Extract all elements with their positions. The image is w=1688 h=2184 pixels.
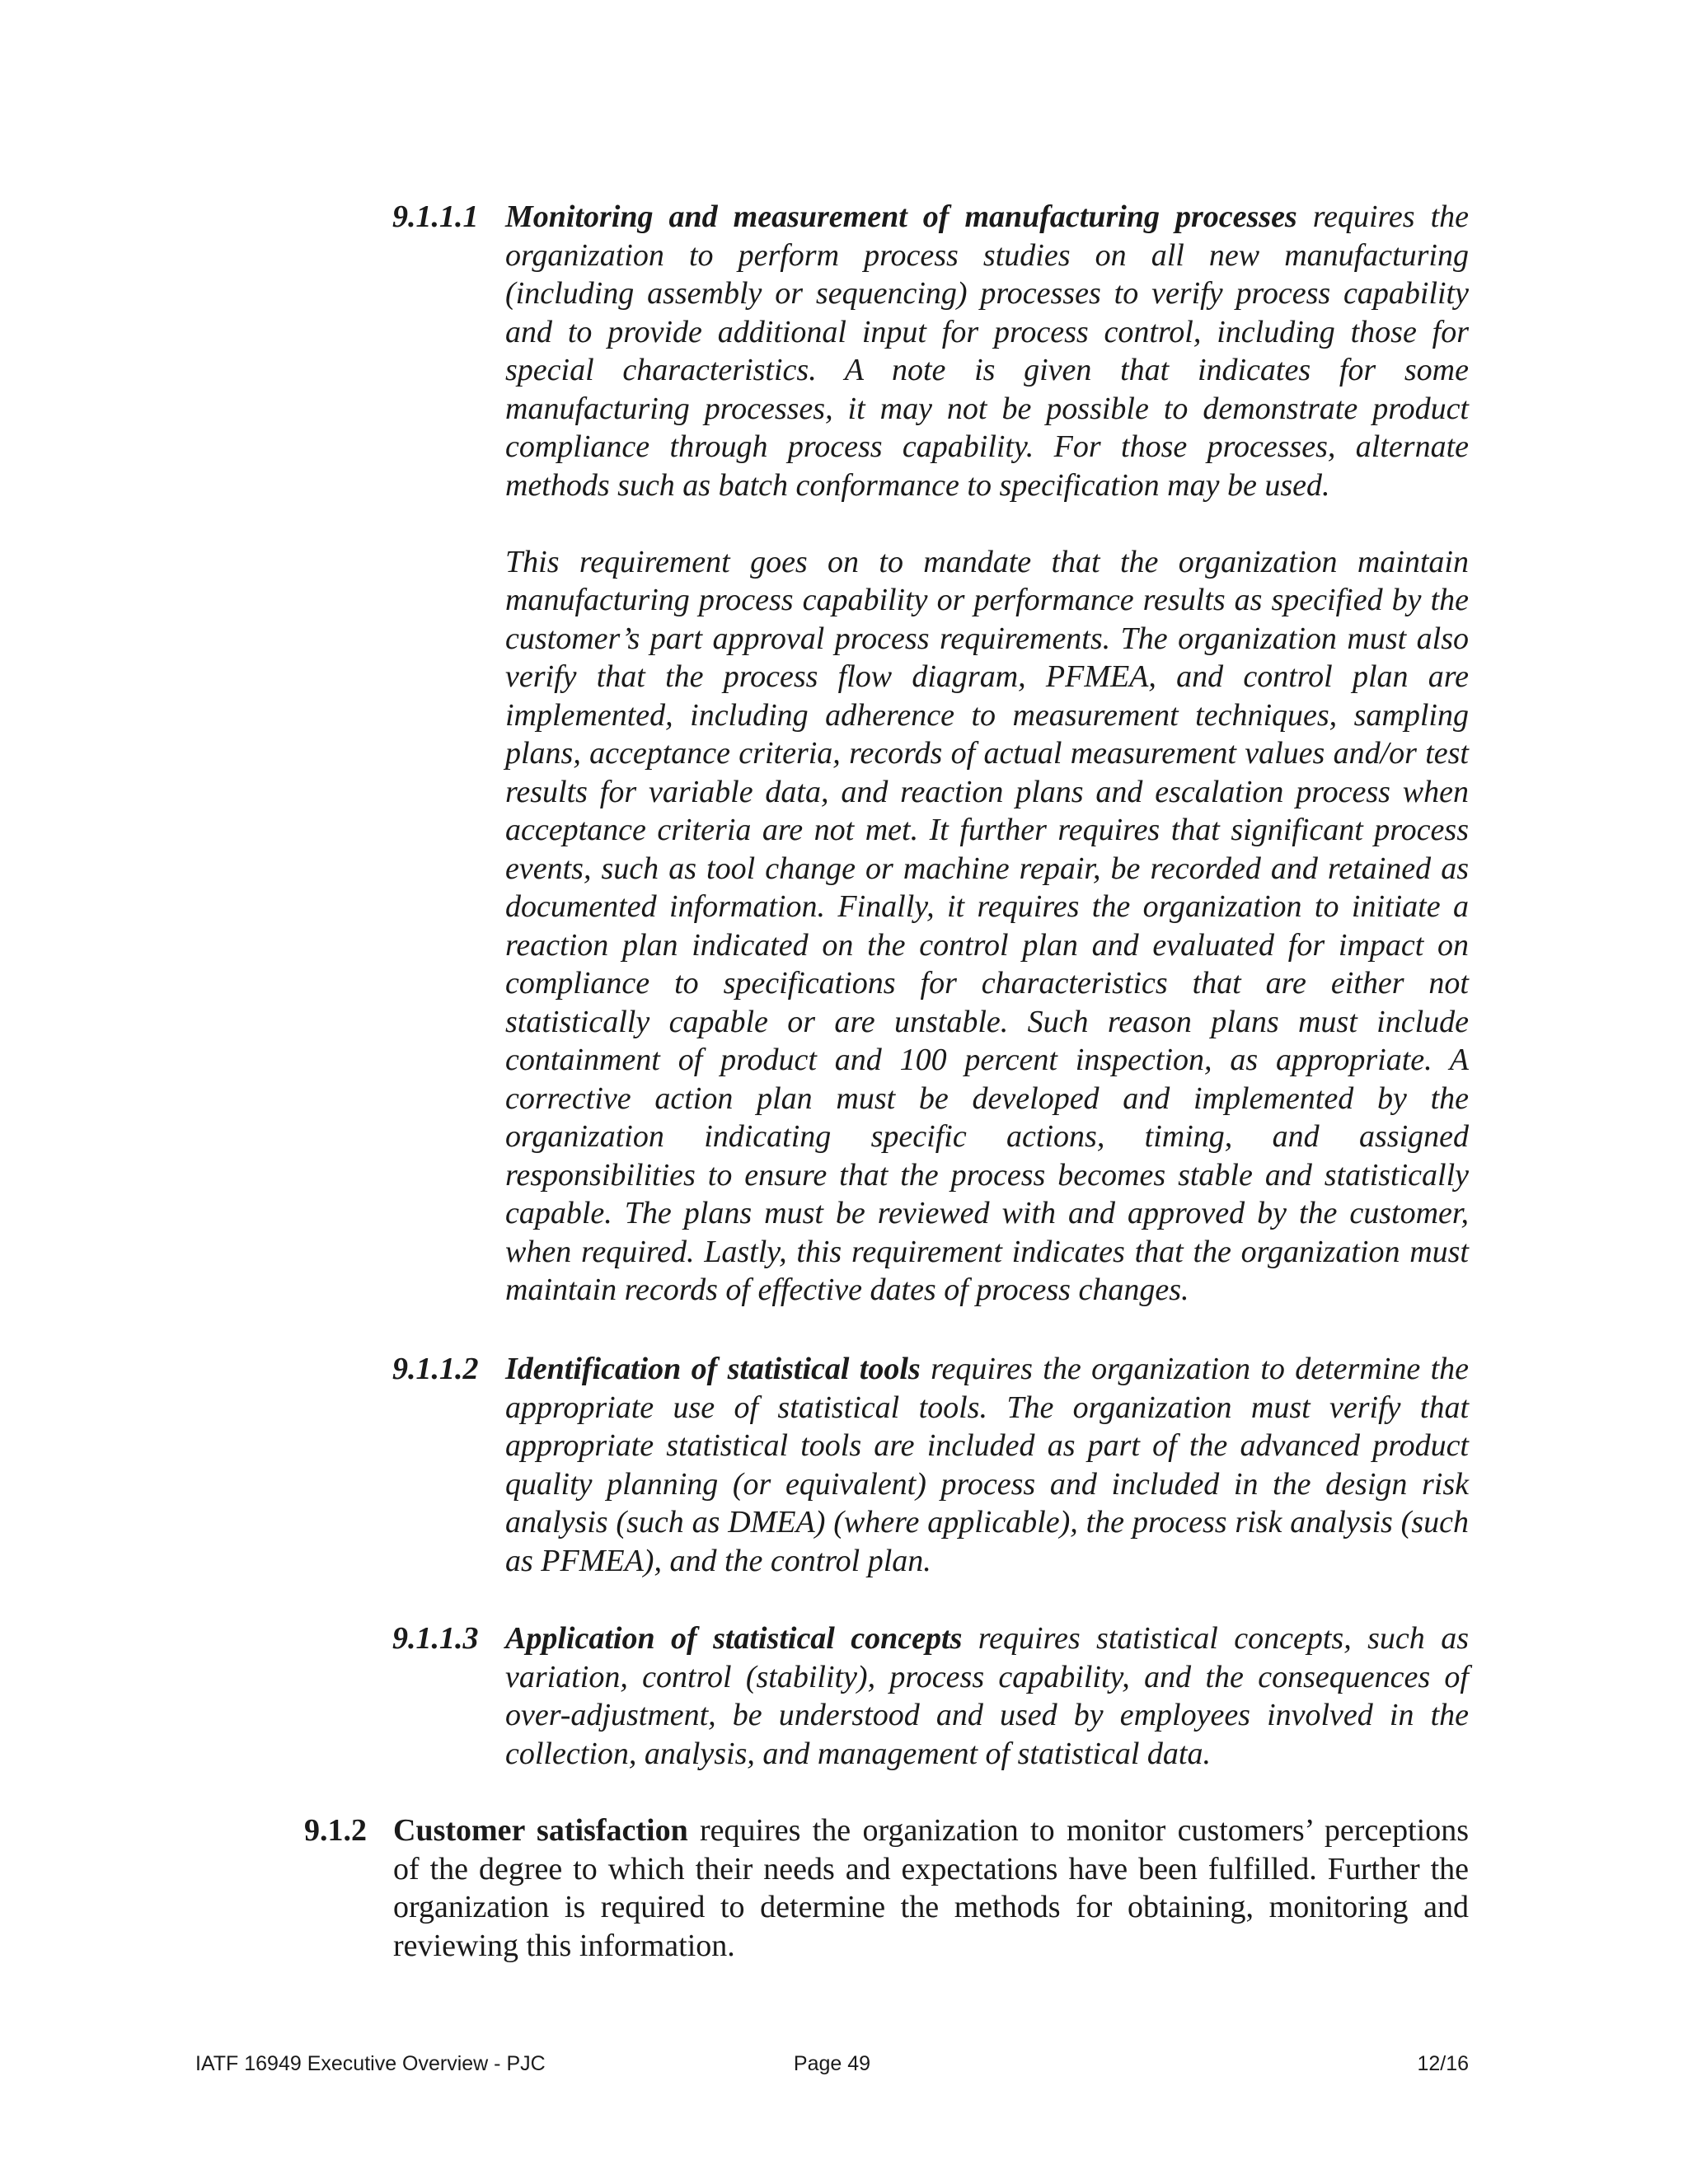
footer-page-number: Page 49: [793, 2052, 871, 2075]
section-text: requires the organization to perform process studies on all new manufacturing (including assembly or sequencing) processes to verify process capability and to provide additional input for process control, including those for special characteristics. A note is given that indicates for some manufacturing processes, it may not be possible to demonstrate product compliance through process capability. For those processes, alternate methods such as batch conformance to specification may be used.: [505, 199, 1470, 503]
section-title: Monitoring and measurement of manufacturing processes: [505, 199, 1297, 234]
section-number: 9.1.1.1: [392, 199, 479, 234]
page-footer: [195, 2047, 1469, 2080]
section-title: Identification of statistical tools: [505, 1352, 921, 1386]
section-text: requires the organization to monitor customers’ perceptions of the degree to which their needs and expectations have been fulfilled. Further the organization is required to determine the methods for obtaining, monitoring and reviewing this information.: [393, 1813, 1469, 1963]
footer-date: 12/16: [1417, 2052, 1469, 2075]
section-paragraph: [505, 1350, 1469, 1580]
section-number: 9.1.1.3: [392, 1621, 479, 1656]
section-title: Customer satisfaction: [393, 1813, 688, 1848]
section-paragraph: [505, 198, 1469, 504]
section-9-1-2: [304, 1811, 1469, 1965]
section-paragraph: [393, 1811, 1469, 1965]
section-number: 9.1.2: [304, 1813, 367, 1848]
footer-document-title: IATF 16949 Executive Overview - PJC: [195, 2052, 546, 2075]
section-9-1-1-3: [392, 1619, 1469, 1773]
section-text: requires the organization to determine the appropriate use of statistical tools. The organization must verify that appropriate statistical tools are included as part of the advanced product quality planning (or equivalent) process and included in the design risk analysis (such as DMEA) (where applicable), the process risk analysis (such as PFMEA), and the control plan.: [505, 1352, 1470, 1578]
section-9-1-1-2: [392, 1350, 1470, 1580]
section-paragraph: [505, 1619, 1469, 1773]
section-number: 9.1.1.2: [392, 1352, 479, 1386]
section-paragraph: This requirement goes on to mandate that the organization maintain manufacturing process capability or performance results as specified by the customer’s part approval process requirements. The organization must also verify that the process flow diagram, PFMEA, and control plan are implemented, including adherence to measurement techniques, sampling plans, acceptance criteria, records of actual measurement values and/or test results for variable data, and reaction plans and escalation process when acceptance criteria are not met. It further requires that significant process events, such as tool change or machine repair, be recorded and retained as documented information. Finally, it requires the organization to initiate a reaction plan indicated on the control plan and evaluated for impact on compliance to specifications for characteristics that are either not statistically capable or are unstable. Such reason plans must include containment of product and 100 percent inspection, as appropriate. A corrective action plan must be developed and implemented by the organization indicating specific actions, timing, and assigned responsibilities to ensure that the process becomes stable and statistically capable. The plans must be reviewed with and approved by the customer, when required. Lastly, this requirement indicates that the organization must maintain records of effective dates of process changes.: [505, 544, 1469, 1307]
section-9-1-1-1: [392, 198, 1470, 1310]
section-text: requires statistical concepts, such as variation, control (stability), process capability, and the consequences of over-adjustment, be understood and used by employees involved in the collection, analysis, and management of statistical data.: [505, 1621, 1469, 1771]
section-title: Application of statistical concepts: [505, 1621, 963, 1656]
